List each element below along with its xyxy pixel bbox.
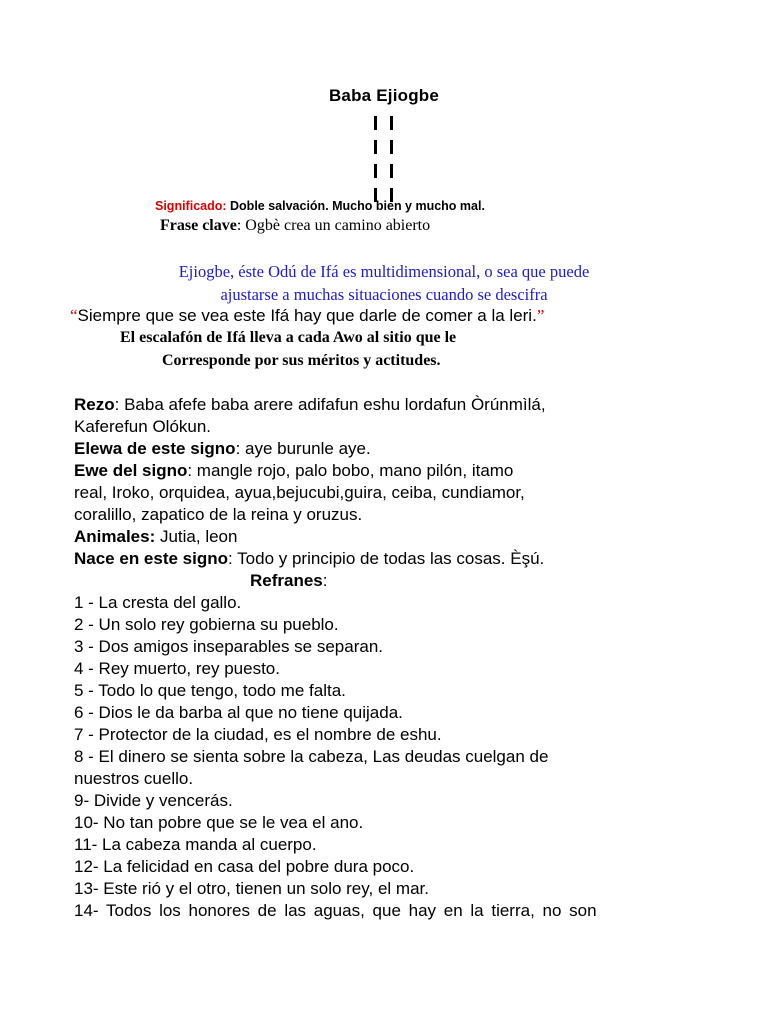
frase-clave-line bbox=[160, 217, 430, 235]
significado-text: Doble salvación. Mucho bien y mucho mal. bbox=[230, 199, 485, 213]
refran-item: 11- La cabeza manda al cuerpo. bbox=[74, 835, 317, 854]
nace-line bbox=[74, 548, 714, 570]
refran-item: 4 - Rey muerto, rey puesto. bbox=[74, 659, 280, 678]
refran-item: 9- Divide y vencerás. bbox=[74, 791, 233, 810]
ewe-line-3: coralillo, zapatico de la reina y oruzus. bbox=[74, 505, 363, 524]
refran-item: 13- Este rió y el otro, tienen un solo rey, el mar. bbox=[74, 879, 429, 898]
significado-line bbox=[155, 199, 485, 213]
refranes-heading bbox=[74, 570, 714, 592]
odu-title: Baba Ejiogbe bbox=[328, 86, 440, 105]
animales-label: Animales: bbox=[74, 527, 156, 546]
nace-label: Nace en este signo bbox=[74, 549, 229, 568]
refranes-label: Refranes bbox=[250, 571, 323, 590]
description-line-1: Ejiogbe, éste Odú de Ifá es multidimensional, o sea que puede bbox=[178, 262, 590, 281]
description-line-2: ajustarse a muchas situaciones cuando se descifra bbox=[220, 285, 548, 304]
refran-item: 12- La felicidad en casa del pobre dura poco. bbox=[74, 857, 415, 876]
rezo-label: Rezo bbox=[74, 395, 115, 414]
ewe-line-2: real, Iroko, orquidea, ayua,bejucubi,guira, ceiba, cundiamor, bbox=[74, 483, 525, 502]
ewe-line bbox=[74, 460, 714, 482]
quote-text: Siempre que se vea este Ifá hay que darle de comer a la leri. bbox=[77, 306, 537, 325]
quote-open-mark: “ bbox=[70, 306, 78, 325]
refran-item: 8 - El dinero se sienta sobre la cabeza, Las deudas cuelgan de bbox=[74, 747, 549, 766]
rezo-line-2: Kaferefun Olókun. bbox=[74, 417, 212, 436]
sign-mark-row bbox=[0, 162, 768, 186]
sign-mark-row bbox=[0, 138, 768, 162]
animales-line bbox=[74, 526, 714, 548]
refran-item: 5 - Todo lo que tengo, todo me falta. bbox=[74, 681, 346, 700]
sign-mark-row bbox=[0, 114, 768, 138]
elewa-label: Elewa de este signo bbox=[74, 439, 236, 458]
elewa-text: : aye burunle aye. bbox=[235, 439, 371, 458]
frase-clave-label: Frase clave bbox=[160, 217, 237, 234]
frase-clave-text: : Ogbè crea un camino abierto bbox=[236, 217, 431, 234]
refranes-colon: : bbox=[322, 571, 328, 590]
ewe-text: : mangle rojo, palo bobo, mano pilón, itamo bbox=[187, 461, 514, 480]
rezo-line bbox=[74, 394, 714, 416]
refran-item: 1 - La cresta del gallo. bbox=[74, 593, 242, 612]
ewe-label: Ewe del signo bbox=[74, 461, 188, 480]
refran-item: 3 - Dos amigos inseparables se separan. bbox=[74, 637, 383, 656]
animales-text: Jutia, leon bbox=[155, 527, 238, 546]
escalafon-line-2: Corresponde por sus méritos y actitudes. bbox=[162, 352, 441, 369]
refran-item: 7 - Protector de la ciudad, es el nombre de eshu. bbox=[74, 725, 442, 744]
odu-sign-marks bbox=[0, 114, 768, 210]
key-quote bbox=[70, 306, 544, 326]
refran-item: 14- Todos los honores de las aguas, que hay en la tierra, no son bbox=[74, 901, 597, 920]
refran-item: 2 - Un solo rey gobierna su pueblo. bbox=[74, 615, 339, 634]
elewa-line bbox=[74, 438, 714, 460]
rezo-text: : Baba afefe baba arere adifafun eshu lordafun Òrúnmìlá, bbox=[114, 395, 546, 414]
escalafon-line-1: El escalafón de Ifá lleva a cada Awo al sitio que le bbox=[120, 329, 457, 346]
significado-label: Significado: bbox=[155, 199, 227, 213]
refran-item: 10- No tan pobre que se le vea el ano. bbox=[74, 813, 364, 832]
nace-text: : Todo y principio de todas las cosas. Èşú. bbox=[228, 549, 545, 568]
refran-item: nuestros cuello. bbox=[74, 769, 194, 788]
quote-close-mark: ” bbox=[536, 306, 545, 325]
document-body bbox=[74, 394, 714, 922]
refran-item: 6 - Dios le da barba al que no tiene quijada. bbox=[74, 703, 403, 722]
